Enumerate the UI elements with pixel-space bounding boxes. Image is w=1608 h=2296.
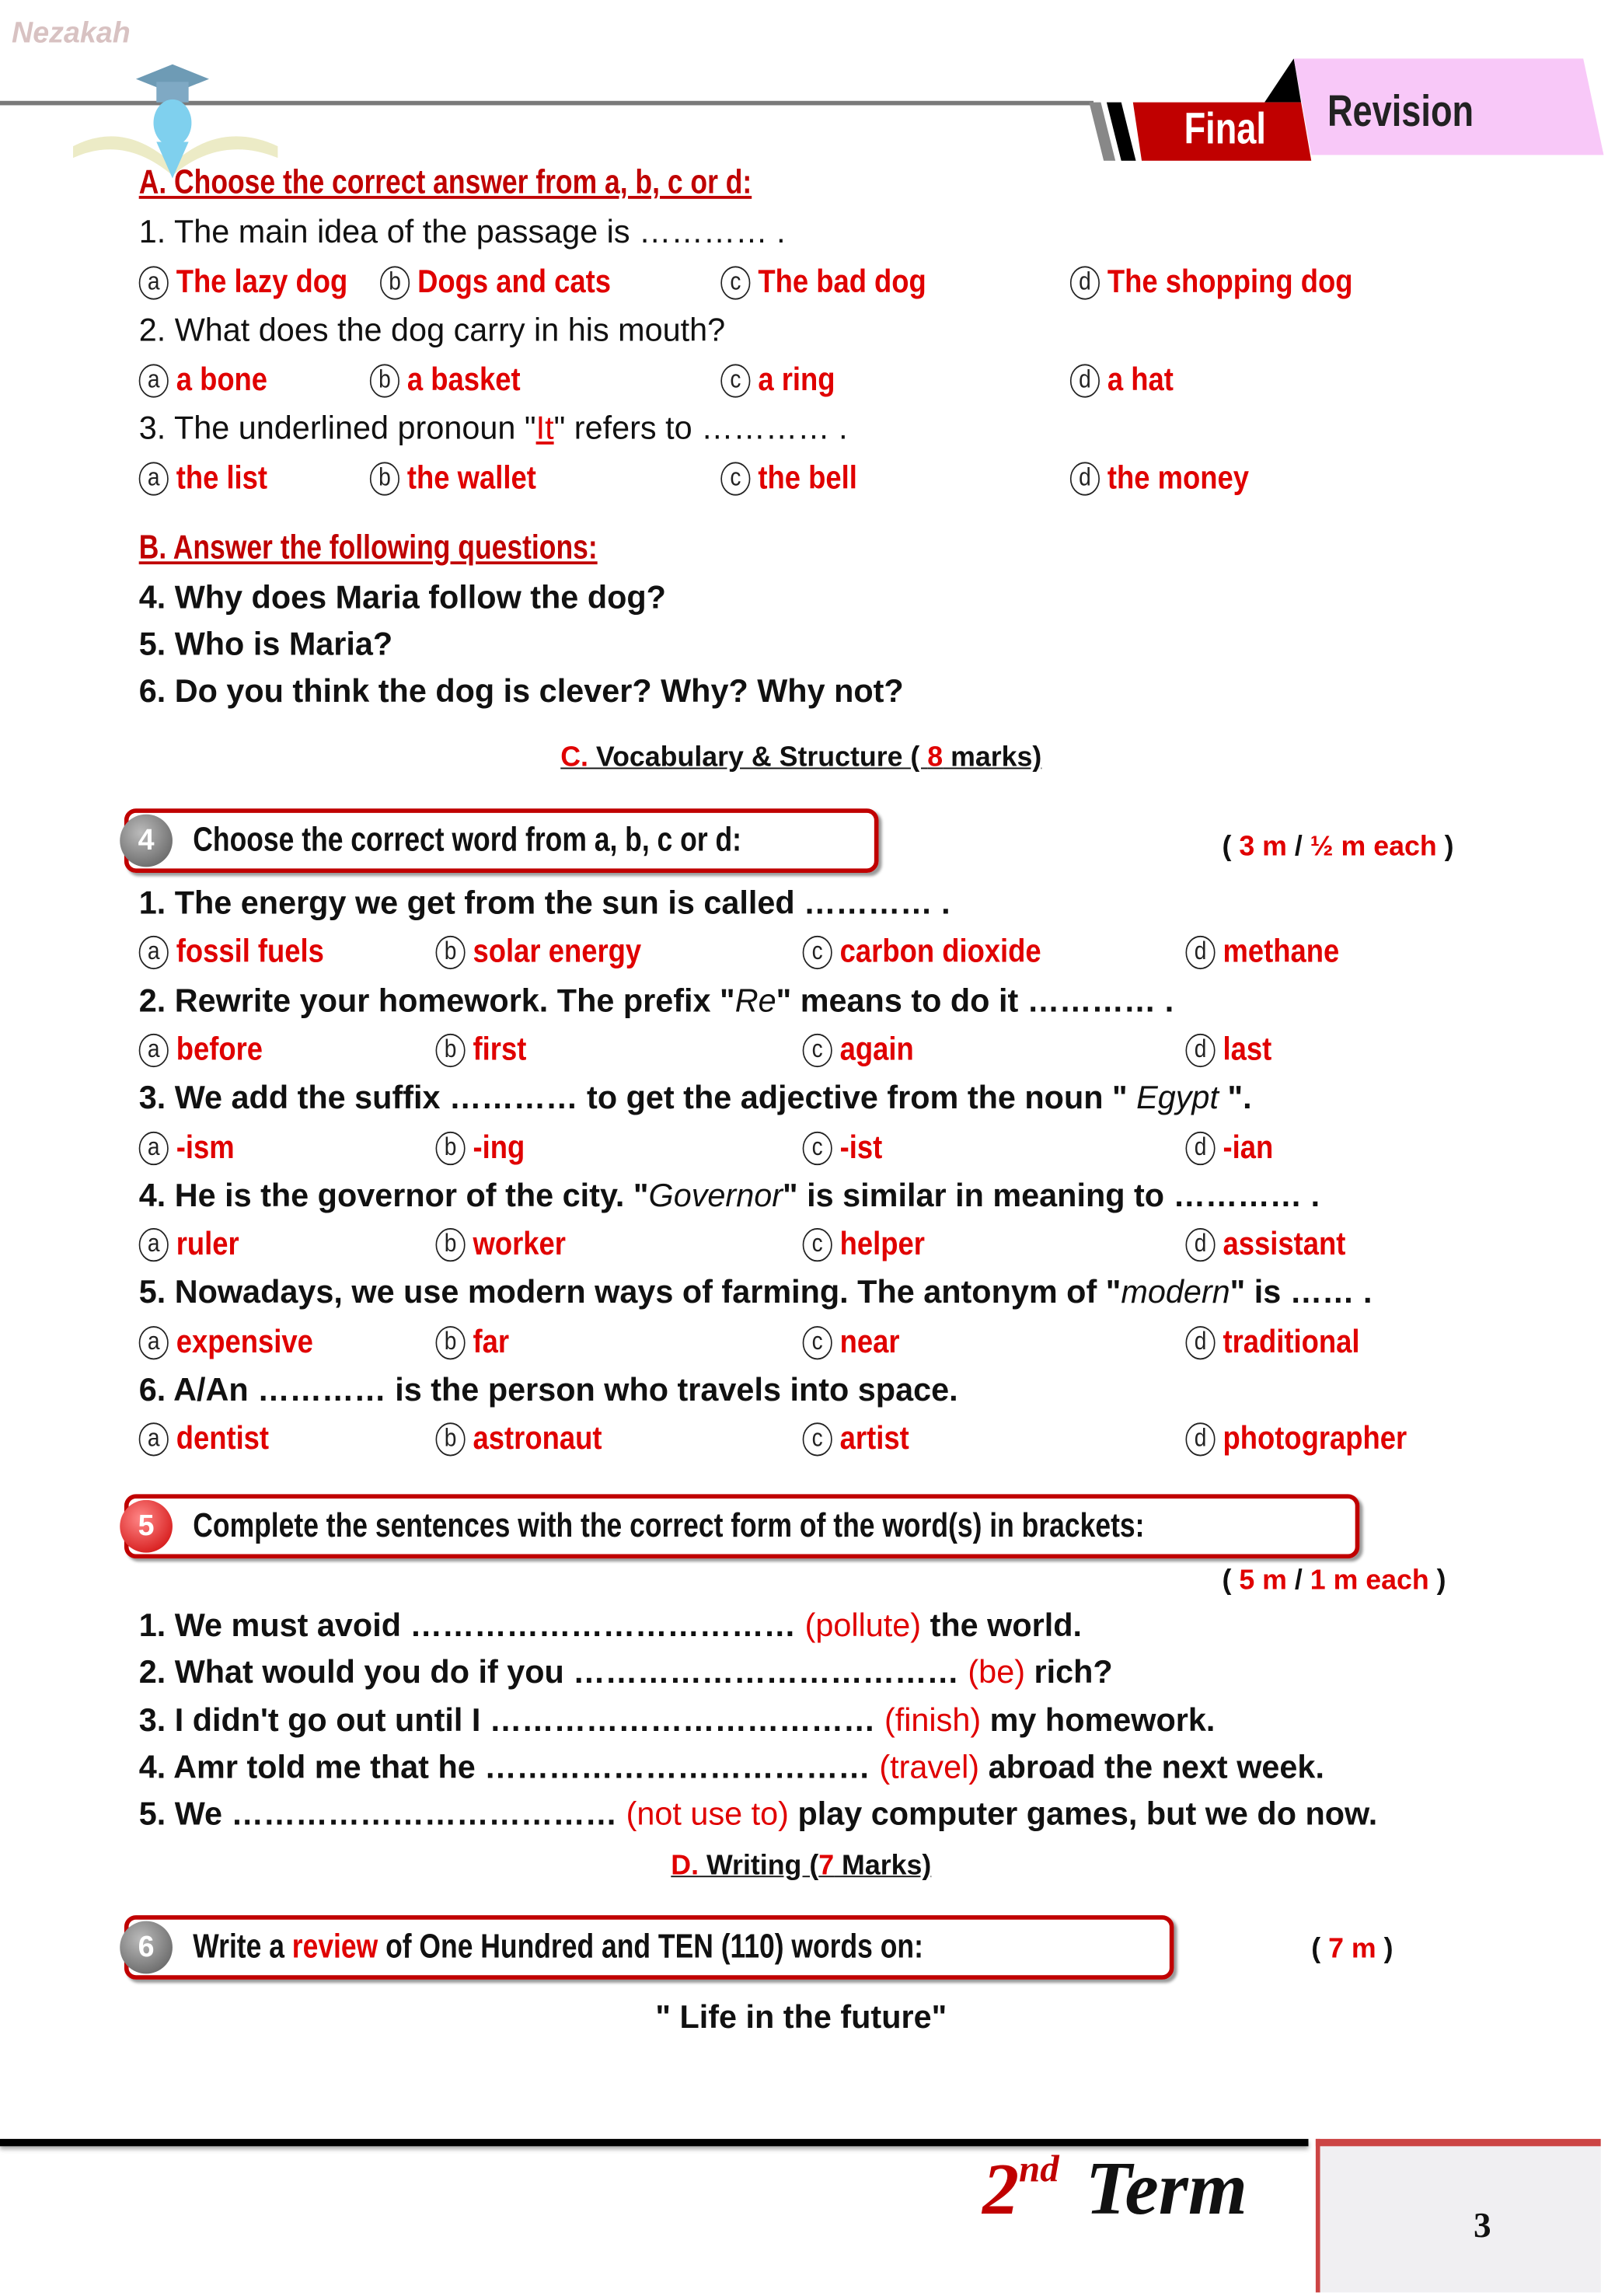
option-letter-d-icon: d [1185, 1228, 1215, 1261]
section-a-title: A. Choose the correct answer from a, b, c or d: [138, 162, 752, 201]
option-label: last [1223, 1030, 1272, 1067]
option-d[interactable] [1185, 1031, 1271, 1069]
option-d[interactable] [1185, 1420, 1407, 1458]
question-2 [139, 312, 725, 350]
question-text: 3. We add the suffix ………… to get the adjective from the noun " [138, 1079, 1137, 1116]
title-badge [1089, 58, 1608, 161]
question-text: " means to do it ………… . [776, 982, 1174, 1019]
option-c[interactable] [720, 263, 926, 301]
option-c[interactable] [803, 1031, 914, 1069]
sentence-start: 4. Amr told me that he ……………………………… [138, 1748, 880, 1785]
question-6-marks: ( 7 m ) [1311, 1934, 1393, 1966]
option-a[interactable] [139, 1225, 239, 1263]
question-text: 2. What does the dog carry in his mouth? [138, 311, 726, 348]
sentence-end: rich? [1024, 1653, 1113, 1691]
option-label: -ist [839, 1128, 883, 1165]
option-label: the wallet [406, 458, 536, 495]
question-3 [139, 1080, 1252, 1118]
option-label: helper [839, 1225, 925, 1262]
option-letter-d-icon: d [1070, 363, 1100, 396]
question-text: 4. He is the governor of the city. " [138, 1176, 649, 1213]
option-a[interactable] [139, 933, 324, 972]
bracket-word: (pollute) [804, 1607, 922, 1644]
option-d[interactable] [1185, 1323, 1359, 1361]
page-number: 3 [1474, 2207, 1491, 2246]
option-letter-b-icon: b [436, 936, 466, 969]
option-letter-d-icon: d [1185, 1325, 1215, 1359]
question-text: 5. Nowadays, we use modern ways of farming. The antonym of " [138, 1274, 1121, 1311]
option-b[interactable] [436, 1420, 602, 1458]
option-a[interactable] [139, 459, 267, 497]
option-letter-c-icon: c [803, 1131, 832, 1164]
option-letter-d-icon: d [1185, 1034, 1215, 1067]
option-letter-c-icon: c [803, 1228, 832, 1261]
option-letter-d-icon: d [1185, 1131, 1215, 1164]
option-label: a hat [1107, 360, 1174, 397]
option-letter-a-icon: a [139, 936, 169, 969]
badge-final: Final [1184, 105, 1266, 154]
option-letter-b-icon: b [436, 1325, 466, 1359]
option-letter-c-icon: c [720, 363, 750, 396]
option-label: before [176, 1030, 263, 1067]
bracket-word: (travel) [879, 1748, 980, 1785]
question-6-title: Write a review of One Hundred and TEN (110) words on: [193, 1927, 923, 1966]
option-label: solar energy [473, 933, 642, 970]
question-3 [139, 410, 848, 448]
question-4 [139, 1177, 1320, 1215]
writing-topic: " Life in the future" [655, 1998, 947, 2036]
number-badge: 4 [120, 815, 173, 867]
option-c[interactable] [803, 1420, 909, 1458]
option-label: near [839, 1322, 900, 1359]
option-label: -ism [176, 1128, 235, 1165]
option-letter-a-icon: a [139, 1034, 169, 1067]
option-c[interactable] [803, 1323, 900, 1361]
number-badge: 6 [120, 1921, 173, 1974]
question-6: 6. Do you think the dog is clever? Why? Why not? [138, 672, 904, 710]
question-text: 1. The energy we get from the sun is called ………… . [138, 885, 950, 922]
term-ordinal: 2 [982, 2148, 1020, 2230]
option-label: Dogs and cats [417, 262, 611, 299]
option-label: the list [176, 458, 268, 495]
option-letter-b-icon: b [370, 363, 399, 396]
option-label: the bell [758, 458, 857, 495]
logo-text: Nezakah [12, 17, 131, 50]
option-label: The shopping dog [1107, 262, 1353, 299]
term-word: Term [1085, 2148, 1247, 2231]
option-c[interactable] [803, 933, 1041, 972]
option-b[interactable] [436, 1128, 525, 1166]
question-5-box [124, 1494, 1359, 1558]
option-letter-a-icon: a [139, 461, 169, 494]
option-label: The bad dog [758, 262, 926, 299]
option-c[interactable] [720, 459, 856, 497]
number-badge: 5 [120, 1500, 173, 1553]
option-label: traditional [1223, 1322, 1360, 1359]
option-b[interactable] [370, 459, 536, 497]
option-letter-c-icon: c [720, 461, 750, 494]
question-text: Egypt [1136, 1079, 1219, 1116]
option-d[interactable] [1070, 361, 1174, 399]
question-text: " is similar in meaning to ………… . [783, 1176, 1320, 1213]
option-b[interactable] [380, 263, 611, 301]
option-letter-d-icon: d [1185, 936, 1215, 969]
option-label: far [473, 1322, 510, 1359]
bracket-word: (not use to) [626, 1795, 789, 1833]
question-4-marks: ( 3 m / ½ m each ) [1222, 832, 1454, 863]
option-letter-a-icon: a [139, 1325, 169, 1359]
question-4: 4. Why does Maria follow the dog? [138, 578, 666, 616]
badge-revision: Revision [1327, 87, 1474, 136]
option-letter-c-icon: c [803, 936, 832, 969]
footer-rule [0, 2139, 1308, 2146]
option-d[interactable] [1185, 1225, 1345, 1263]
sentence-start: 5. We ……………………………… [138, 1795, 626, 1833]
option-label: artist [839, 1420, 909, 1457]
option-b[interactable] [436, 1225, 566, 1263]
sentence-start: 1. We must avoid ……………………………… [138, 1607, 805, 1644]
option-label: carbon dioxide [839, 933, 1041, 970]
option-label: photographer [1223, 1420, 1407, 1457]
option-label: -ian [1223, 1128, 1274, 1165]
option-letter-c-icon: c [803, 1325, 832, 1359]
option-letter-a-icon: a [139, 1228, 169, 1261]
question-4-box [124, 808, 879, 873]
sentence-end: the world. [921, 1607, 1082, 1644]
question-text: 6. A/An ………… is the person who travels into space. [138, 1371, 958, 1408]
option-label: first [473, 1030, 527, 1067]
option-label: astronaut [473, 1420, 602, 1457]
option-letter-b-icon: b [436, 1228, 466, 1261]
question-1 [139, 885, 950, 923]
option-letter-d-icon: d [1185, 1423, 1215, 1457]
option-label: -ing [473, 1128, 525, 1165]
fill-in-sentence-4 [139, 1748, 1324, 1786]
option-letter-b-icon: b [380, 265, 410, 298]
term-ordinal-suffix: nd [1019, 2148, 1059, 2190]
question-text: 3. The underlined pronoun " [138, 409, 536, 446]
option-d[interactable] [1185, 933, 1339, 972]
option-label: assistant [1223, 1225, 1346, 1262]
sentence-end: play computer games, but we do now. [788, 1795, 1378, 1833]
question-6-box [124, 1915, 1174, 1980]
bracket-word: (be) [968, 1653, 1025, 1691]
question-6 [139, 1371, 958, 1409]
fill-in-sentence-3 [139, 1701, 1216, 1739]
fill-in-sentence-2 [139, 1654, 1113, 1692]
question-text: 2. Rewrite your homework. The prefix " [138, 982, 735, 1019]
term-label [982, 2146, 1247, 2232]
option-label: a bone [176, 360, 268, 397]
option-letter-d-icon: d [1070, 265, 1100, 298]
option-label: fossil fuels [176, 933, 324, 970]
section-b-title: B. Answer the following questions: [138, 528, 598, 566]
option-c[interactable] [720, 361, 835, 399]
option-a[interactable] [139, 1031, 263, 1069]
option-a[interactable] [139, 1323, 313, 1361]
option-b[interactable] [436, 933, 642, 972]
question-text: Governor [648, 1176, 783, 1213]
question-4-title: Choose the correct word from a, b, c or d: [193, 820, 741, 859]
sentence-end: my homework. [981, 1701, 1216, 1738]
option-a[interactable] [139, 361, 267, 399]
option-label: The lazy dog [176, 262, 348, 299]
option-b[interactable] [436, 1323, 510, 1361]
option-c[interactable] [803, 1225, 925, 1263]
question-text: Re [734, 982, 776, 1019]
option-letter-a-icon: a [139, 1131, 169, 1164]
question-text: It [535, 409, 554, 446]
question-5 [139, 1274, 1373, 1312]
option-label: dentist [176, 1420, 270, 1457]
option-letter-b-icon: b [436, 1034, 466, 1067]
section-c-heading: C. Vocabulary & Structure ( 8 marks) [560, 742, 1042, 774]
question-text: ". [1218, 1079, 1252, 1116]
question-text: modern [1121, 1274, 1230, 1311]
option-d[interactable] [1070, 263, 1353, 301]
option-a[interactable] [139, 1420, 269, 1458]
option-letter-b-icon: b [436, 1423, 466, 1457]
option-c[interactable] [803, 1128, 883, 1166]
bracket-word: (finish) [884, 1701, 982, 1738]
option-letter-a-icon: a [139, 265, 169, 298]
option-a[interactable] [139, 263, 348, 301]
option-b[interactable] [370, 361, 521, 399]
section-d-heading: D. Writing (7 Marks) [671, 1851, 932, 1882]
question-1 [139, 214, 786, 252]
option-letter-a-icon: a [139, 363, 169, 396]
fill-in-sentence-5 [139, 1795, 1378, 1834]
page-number-box [1316, 2139, 1601, 2293]
question-5: 5. Who is Maria? [138, 626, 393, 663]
option-letter-c-icon: c [803, 1034, 832, 1067]
option-letter-c-icon: c [720, 265, 750, 298]
option-label: methane [1223, 933, 1340, 970]
question-text: 1. The main idea of the passage is ………… . [138, 213, 786, 250]
question-text: " is …… . [1230, 1274, 1373, 1311]
option-label: expensive [176, 1322, 313, 1359]
option-a[interactable] [139, 1128, 235, 1166]
option-label: worker [473, 1225, 566, 1262]
option-label: ruler [176, 1225, 239, 1262]
question-text: " refers to ………… . [553, 409, 848, 446]
question-5-marks: ( 5 m / 1 m each ) [1222, 1565, 1446, 1597]
sentence-start: 2. What would you do if you ……………………………… [138, 1653, 968, 1691]
option-label: a ring [758, 360, 835, 397]
option-b[interactable] [436, 1031, 527, 1069]
option-letter-a-icon: a [139, 1423, 169, 1457]
fill-in-sentence-1 [139, 1607, 1082, 1645]
question-5-title: Complete the sentences with the correct form of the word(s) in brackets: [193, 1506, 1145, 1544]
sentence-end: abroad the next week. [979, 1748, 1324, 1785]
option-letter-b-icon: b [370, 461, 399, 494]
option-label: a basket [406, 360, 521, 397]
option-label: the money [1107, 458, 1250, 495]
option-d[interactable] [1185, 1128, 1273, 1166]
option-letter-b-icon: b [436, 1131, 466, 1164]
option-d[interactable] [1070, 459, 1249, 497]
option-label: again [839, 1030, 914, 1067]
option-letter-c-icon: c [803, 1423, 832, 1457]
option-letter-d-icon: d [1070, 461, 1100, 494]
question-2 [139, 982, 1174, 1020]
sentence-start: 3. I didn't go out until I ……………………………… [138, 1701, 884, 1738]
